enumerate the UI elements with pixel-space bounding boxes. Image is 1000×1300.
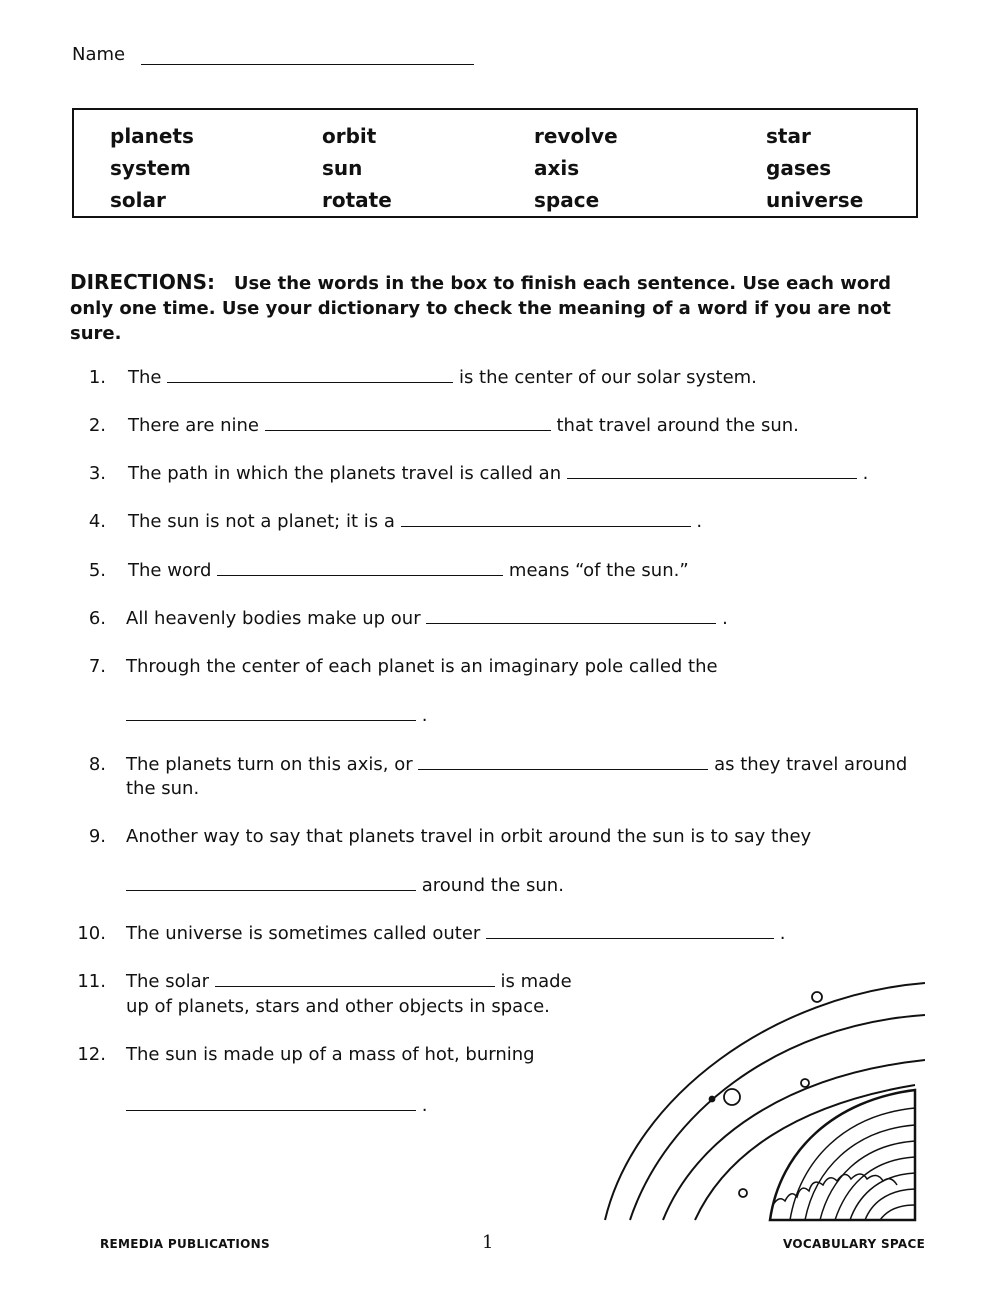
question-9-answer-line (126, 874, 564, 898)
question-7-answer-line (126, 704, 427, 728)
question-text: means “of the sun.” (508, 560, 689, 581)
answer-blank[interactable] (567, 462, 857, 479)
question-text: . (862, 463, 869, 484)
question-number: 12. (77, 1044, 106, 1065)
question-text: The solar (126, 971, 210, 992)
question-text: Another way to say that planets travel in orbit around the sun is to say they (126, 826, 812, 847)
question-number: 3. (88, 463, 106, 484)
name-field-row (72, 44, 474, 65)
word-bank-word: universe (766, 188, 864, 212)
question-number: 2. (88, 415, 106, 436)
answer-blank[interactable] (217, 559, 503, 576)
question-text: The path in which the planets travel is called an (128, 463, 562, 484)
question-text: Through the center of each planet is an imaginary pole called the (126, 656, 718, 677)
directions-lead: DIRECTIONS: (70, 270, 216, 294)
question-12-answer-line (126, 1094, 427, 1118)
planet-icon (739, 1189, 747, 1197)
question-text: as they travel around (714, 754, 908, 775)
directions (70, 270, 930, 346)
question-text: All heavenly bodies make up our (126, 608, 421, 629)
planet-icon (812, 992, 822, 1002)
question-text: . (421, 1095, 428, 1116)
question-text: that travel around the sun. (556, 415, 799, 436)
question-8-continuation (126, 777, 199, 801)
word-bank-word: star (766, 124, 811, 148)
answer-blank[interactable] (215, 970, 495, 987)
question-number: 9. (88, 826, 106, 847)
answer-blank[interactable] (126, 874, 416, 891)
question-text: is made (500, 971, 572, 992)
name-label: Name (72, 44, 126, 65)
question-text: The word (128, 560, 212, 581)
word-bank-word: system (110, 156, 191, 180)
planet-icon (801, 1079, 809, 1087)
name-blank[interactable] (141, 46, 474, 65)
word-bank-box (72, 108, 918, 218)
footer-title: VOCABULARY SPACE (783, 1237, 926, 1251)
question-text: around the sun. (421, 875, 564, 896)
word-bank-word: gases (766, 156, 832, 180)
directions-text: Use the words in the box to finish each sentence. Use each word only one time. Use your dictionary to check the meaning of a word if you are not sure. (70, 273, 892, 344)
question-text: . (696, 511, 703, 532)
answer-blank[interactable] (126, 704, 416, 721)
question-11-continuation (126, 995, 550, 1019)
answer-blank[interactable] (486, 922, 774, 939)
answer-blank[interactable] (418, 753, 708, 770)
word-bank-word: space (534, 188, 600, 212)
question-number: 5. (88, 560, 106, 581)
word-bank-word: axis (534, 156, 580, 180)
word-bank-word: sun (322, 156, 363, 180)
question-text: is the center of our solar system. (458, 367, 757, 388)
question-text: . (779, 923, 786, 944)
question-text: The universe is sometimes called outer (126, 923, 481, 944)
question-number: 4. (88, 511, 106, 532)
question-text: up of planets, stars and other objects in space. (126, 996, 550, 1017)
sun-icon (770, 1090, 915, 1220)
question-number: 1. (88, 367, 106, 388)
answer-blank[interactable] (126, 1094, 416, 1111)
question-text: . (421, 705, 428, 726)
question-text: The sun is made up of a mass of hot, burning (126, 1044, 535, 1065)
solar-system-illustration (595, 965, 925, 1225)
question-number: 8. (88, 754, 106, 775)
question-text: The planets turn on this axis, or (126, 754, 413, 775)
word-bank-word: revolve (534, 124, 618, 148)
question-number: 6. (88, 608, 106, 629)
answer-blank[interactable] (401, 510, 691, 527)
page-number: 1 (482, 1232, 494, 1253)
answer-blank[interactable] (426, 607, 716, 624)
planet-icon (724, 1089, 740, 1105)
question-text: The (128, 367, 162, 388)
footer-publisher: REMEDIA PUBLICATIONS (100, 1237, 270, 1251)
word-bank-word: orbit (322, 124, 377, 148)
question-text: . (722, 608, 728, 629)
word-bank-word: solar (110, 188, 166, 212)
question-number: 10. (77, 923, 106, 944)
answer-blank[interactable] (265, 414, 551, 431)
question-text: the sun. (126, 778, 200, 799)
question-number: 11. (77, 971, 106, 992)
question-text: There are nine (128, 415, 260, 436)
word-bank-word: rotate (322, 188, 392, 212)
question-text: The sun is not a planet; it is a (128, 511, 395, 532)
word-bank-word: planets (110, 124, 194, 148)
answer-blank[interactable] (167, 366, 453, 383)
question-number: 7. (88, 656, 106, 677)
